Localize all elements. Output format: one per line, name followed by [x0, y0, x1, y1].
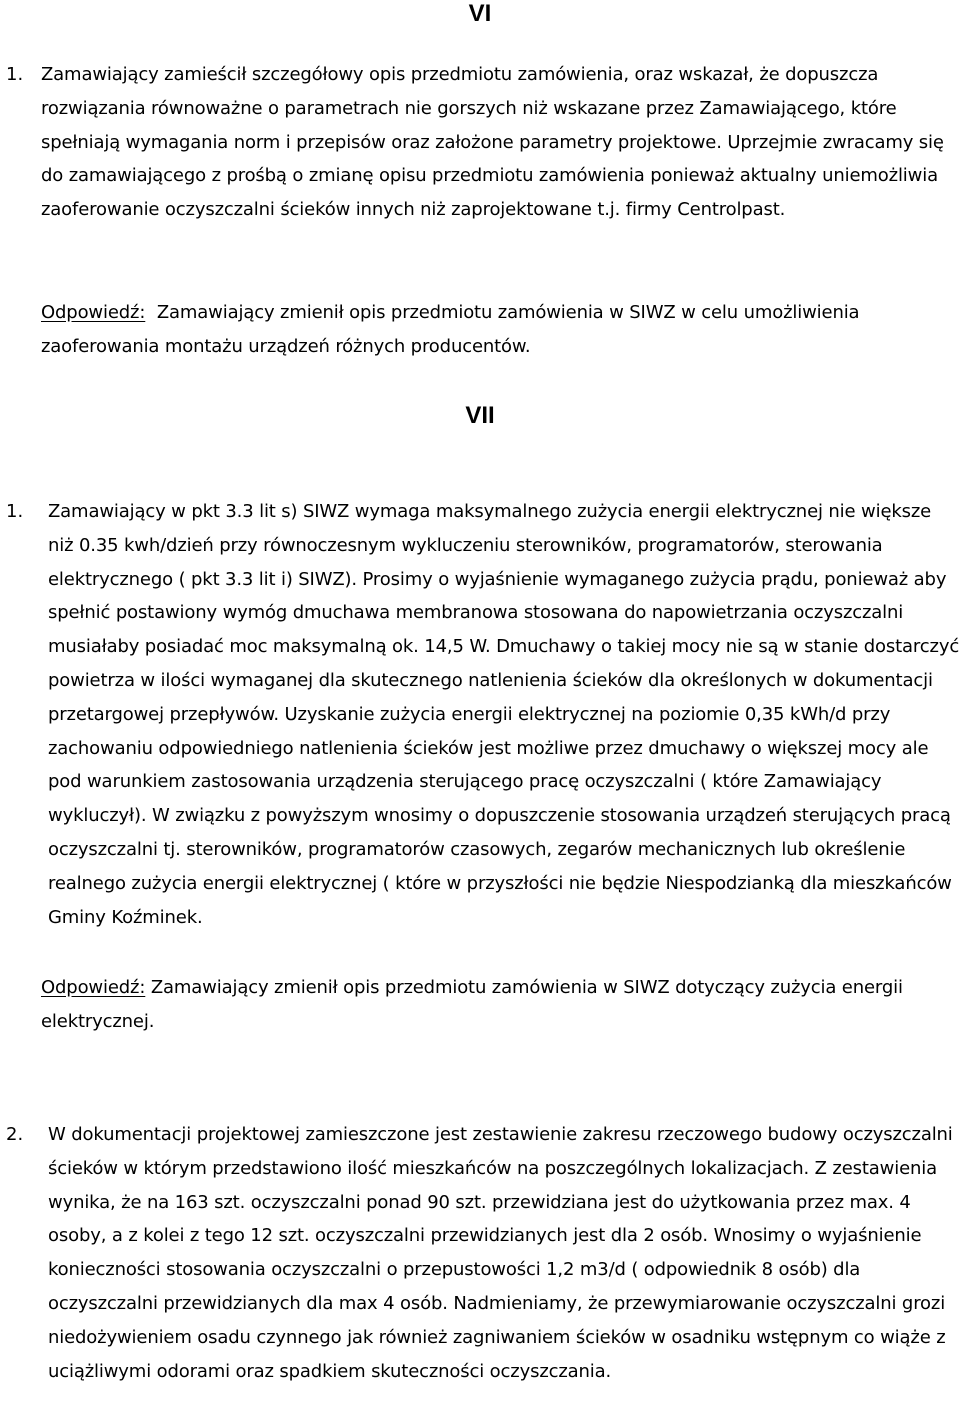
answer-label: Odpowiedź: [41, 302, 146, 323]
item-number: 2. [6, 1124, 24, 1145]
question-text: Zamawiający zamieścił szczegółowy opis przedmiotu zamówienia, oraz wskazał, że dopuszcza rozwiązania równoważne o parametrach nie gorszych niż wskazane przez Zamawiającego, które spełniają wymagania norm i przepisów oraz założone parametry projektowe. Uprzejmie zwracamy się do zamawiającego z prośbą o zmianę opisu przedmiotu zamówienia ponieważ aktualny uniemożliwia zaoferowanie oczyszczalni ścieków innych niż zaprojektowane t.j. firmy Centrolpast. [41, 64, 944, 221]
answer-text: Zamawiający zmienił opis przedmiotu zamówienia w SIWZ w celu umożliwienia zaoferowania montażu urządzeń różnych producentów. [41, 302, 860, 357]
answer-paragraph [41, 296, 960, 364]
section-heading-vii: VII [465, 402, 495, 429]
answer-paragraph [41, 971, 941, 1039]
answer-text: Zamawiający zmienił opis przedmiotu zamówienia w SIWZ dotyczący zużycia energii elektrycznej. [41, 977, 903, 1032]
item-number: 1. [6, 501, 24, 522]
item-number: 1. [6, 64, 24, 85]
question-text: Zamawiający w pkt 3.3 lit s) SIWZ wymaga maksymalnego zużycia energii elektrycznej nie większe niż 0.35 kwh/dzień przy równoczesnym wykluczeniu sterowników, programatorów, sterowania elektrycznego ( pkt 3.3 lit i) SIWZ). Prosimy o wyjaśnienie wymaganego zużycia prądu, ponieważ aby spełnić postawiony wymóg dmuchawa membranowa stosowana do napowietrzania oczyszczalni musiałaby posiadać moc maksymalną ok. 14,5 W. Dmuchawy o takiej mocy nie są w stanie dostarczyć powietrza w ilości wymaganej dla skutecznego natlenienia ścieków dla określonych w dokumentacji przetargowej przepływów. Uzyskanie zużycia energii elektrycznej na poziomie 0,35 kWh/d przy zachowaniu odpowiedniego natlenienia ścieków jest możliwe przez dmuchawy o większej mocy ale pod warunkiem zastosowania urządzenia sterującego pracę oczyszczalni ( które Zamawiający wykluczył). W związku z powyższym wnosimy o dopuszczenie stosowania urządzeń sterujących pracą oczyszczalni tj. sterowników, programatorów czasowych, zegarów mechanicznych lub określenie realnego zużycia energii elektrycznej ( które w przyszłości nie będzie Niespodzianką dla mieszkańców Gminy Koźminek. [48, 501, 960, 928]
question-text: W dokumentacji projektowej zamieszczone jest zestawienie zakresu rzeczowego budowy oczyszczalni ścieków w którym przedstawiono ilość mieszkańców na poszczególnych lokalizacjach. Z zestawienia wynika, że na 163 szt. oczyszczalni ponad 90 szt. przewidziana jest do użytkowania przez max. 4 osoby, a z kolei z tego 12 szt. oczyszczalni przewidzianych jest dla 2 osób. Wnosimy o wyjaśnienie konieczności stosowania oczyszczalni o przepustowości 1,2 m3/d ( odpowiednik 8 osób) dla oczyszczalni przewidzianych dla max 4 osób. Nadmieniamy, że przewymiarowanie oczyszczalni grozi niedożywieniem osadu czynnego jak również zagniwaniem ścieków w osadniku wstępnym co wiąże z uciążliwymi odorami oraz spadkiem skuteczności oczyszczania. [48, 1124, 953, 1382]
answer-label: Odpowiedź: [41, 977, 146, 998]
section-heading-vi: VI [468, 0, 492, 27]
